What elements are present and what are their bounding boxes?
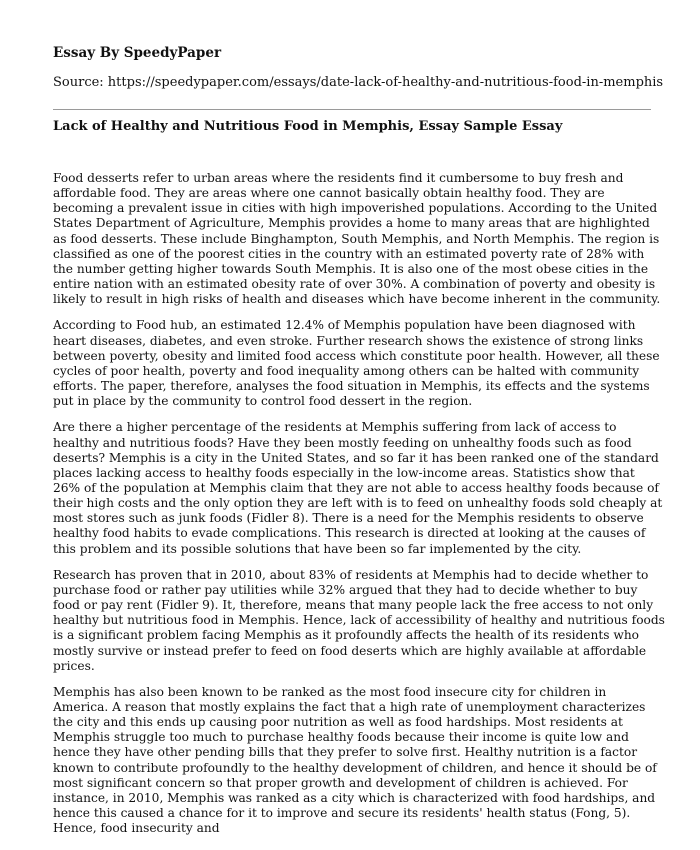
paragraph-2: According to Food hub, an estimated 12.4% of Memphis population have been diagnosed with heart diseases, diabetes, and even stroke. Further research shows the existence of strong links between poverty, obesity and limited food access which constitute poor health. However, all these cycles of poor health, poverty and food inequality among others can be halted with community efforts. The paper, therefore, analyses the food situation in Memphis, its effects and the systems put in place by the community to control food dessert in the region. [53,318,660,409]
header-divider [53,109,651,110]
document-header [53,44,664,92]
paragraph-5: Memphis has also been known to be ranked as the most food insecure city for children in America. A reason that mostly explains the fact that a high rate of unemployment characterizes the city and this ends up causing poor nutrition as well as food hardships. Most residents at Memphis struggle too much to purchase healthy foods because their income is quite low and hence they have other pending bills that they prefer to solve first. Healthy nutrition is a factor known to contribute profoundly to the healthy development of children, and hence it should be of most significant concern so that proper growth and development of children is achieved. For instance, in 2010, Memphis was ranked as a city which is characterized with food hardships, and hence this caused a chance for it to improve and secure its residents' health status (Fong, 5). Hence, food insecurity and [53,684,657,836]
paragraph-3: Are there a higher percentage of the residents at Memphis suffering from lack of access to healthy and nutritious foods? Have they been mostly feeding on unhealthy foods such as food deserts? Memphis is a city in the United States, and so far it has been ranked one of the standard places lacking access to healthy foods especially in the low-income areas. Statistics show that 26% of the population at Memphis claim that they are not able to access healthy foods because of their high costs and the only option they are left with is to feed on unhealthy foods sold cheaply at most stores such as junk foods (Fidler 8). There is a need for the Memphis residents to observe healthy food habits to evade complications. This research is directed at looking at the causes of this problem and its possible solutions that have been so far implemented by the city. [53,420,663,556]
essay-body [53,171,665,847]
essay-title: Lack of Healthy and Nutritious Food in Memphis, Essay Sample Essay [53,119,563,134]
paragraph-4: Research has proven that in 2010, about 83% of residents at Memphis had to decide whether to purchase food or rather pay utilities while 32% argued that they had to decide whether to buy food or pay rent (Fidler 9). It, therefore, means that many people lack the free access to not only healthy but nutritious food in Memphis. Hence, lack of accessibility of healthy and nutritious foods is a significant problem facing Memphis as it profoundly affects the health of its residents who mostly survive or instead prefer to feed on food deserts which are highly available at affordable prices. [53,567,665,673]
essay-author-line: Essay By SpeedyPaper [53,45,222,61]
paragraph-1: Food desserts refer to urban areas where the residents find it cumbersome to buy fresh and affordable food. They are areas where one cannot basically obtain healthy food. They are becoming a prevalent issue in cities with high impoverished populations. According to the United States Department of Agriculture, Memphis provides a home to many areas that are highlighted as food desserts. These include Binghampton, South Memphis, and North Memphis. The region is classified as one of the poorest cities in the country with an estimated poverty rate of 28% with the number getting higher towards South Memphis. It is also one of the most obese cities in the entire nation with an estimated obesity rate of over 30%. A combination of poverty and obesity is likely to result in high risks of health and diseases which have become inherent in the community. [53,171,661,307]
source-line: Source: https://speedypaper.com/essays/date-lack-of-healthy-and-nutritious-food-in-memphis [53,75,664,90]
